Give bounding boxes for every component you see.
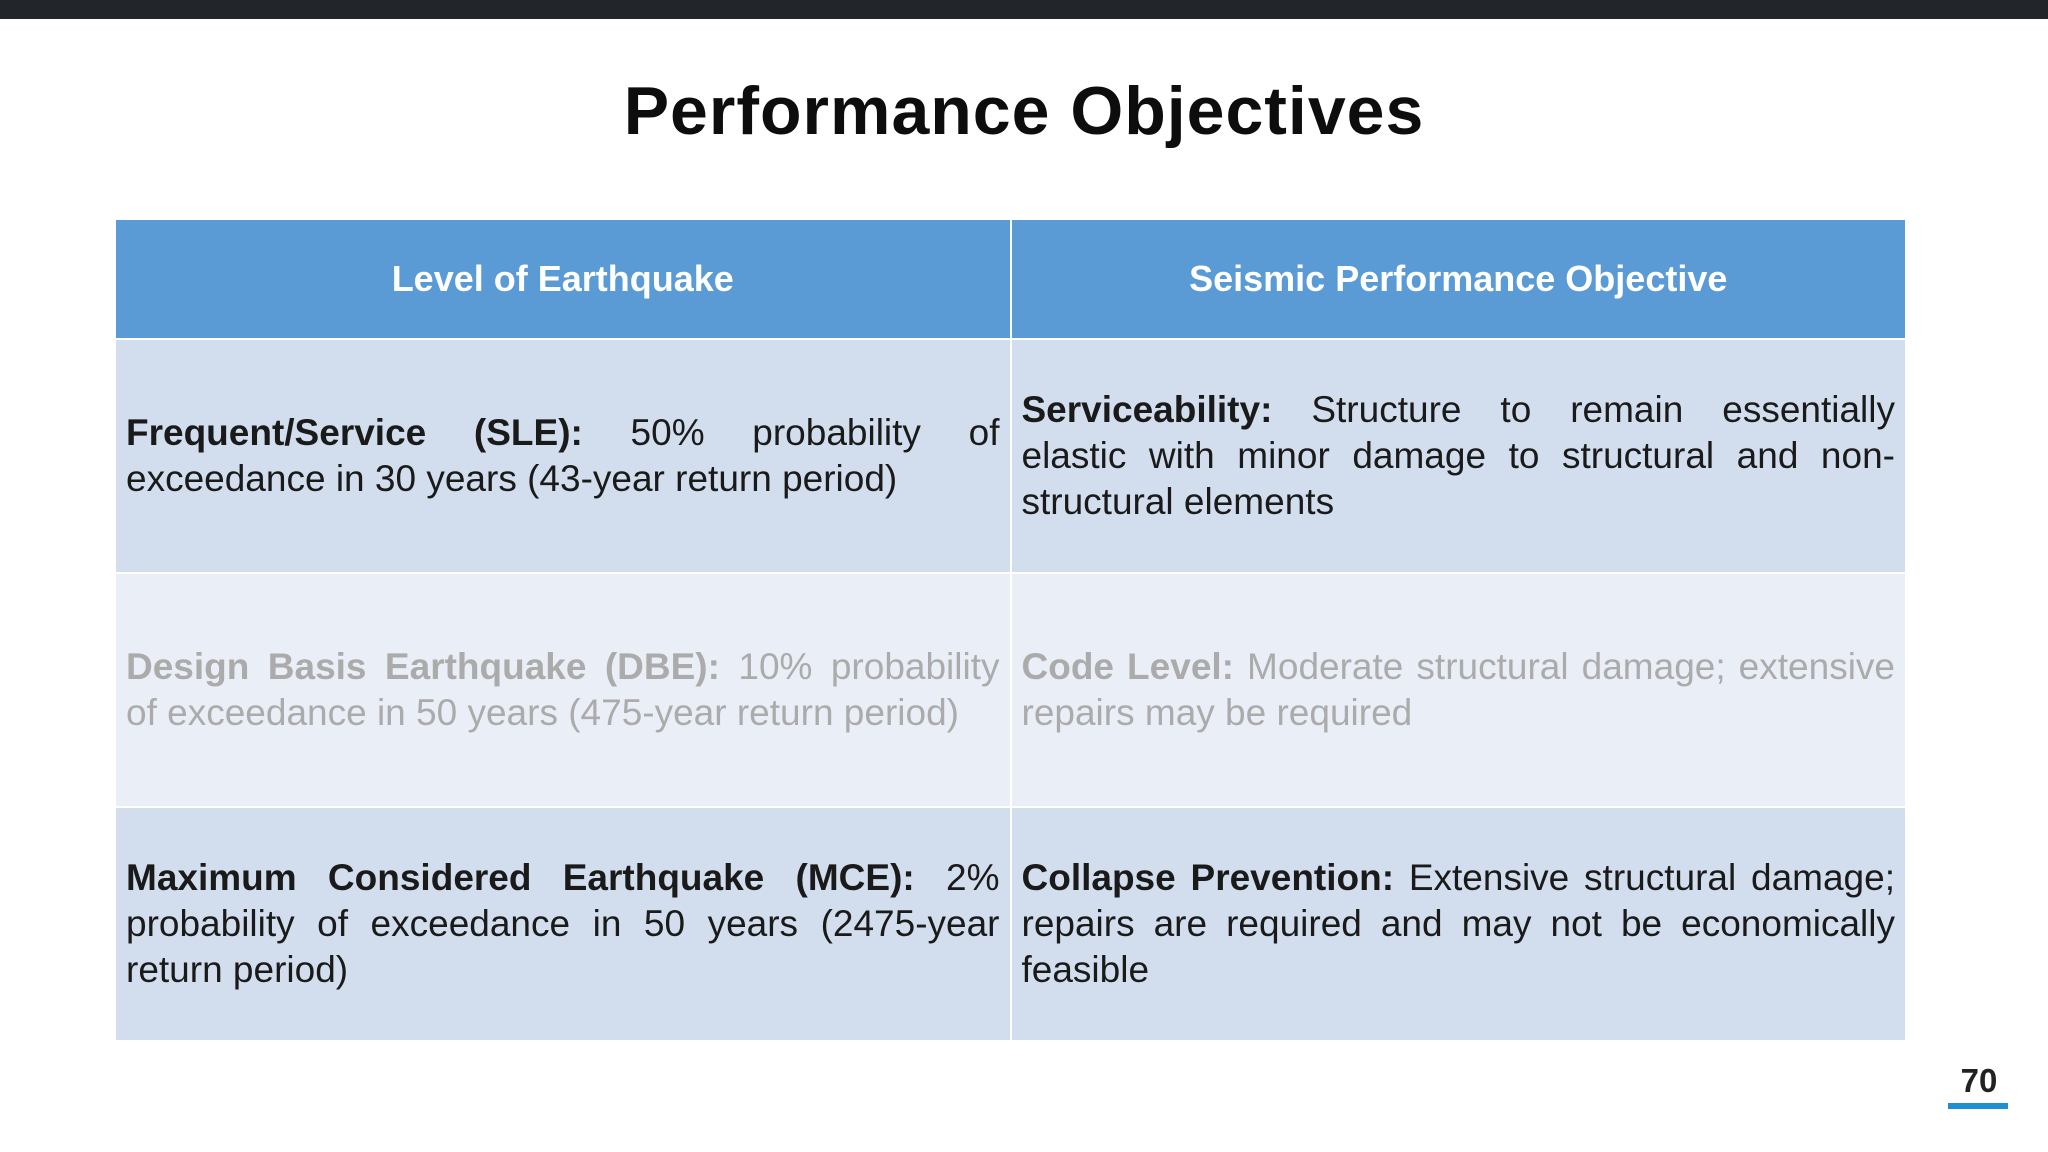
top-bar (0, 0, 2048, 19)
table-row (115, 807, 1906, 1041)
header-seismic-performance-objective: Seismic Performance Objective (1011, 219, 1907, 339)
performance-objective-term: Code Level: (1021, 646, 1234, 687)
page-number-underline (1948, 1103, 2008, 1109)
table-row (115, 339, 1906, 573)
earthquake-level-description: 2% probability of exceedance in 50 years (2475-year return period) (126, 857, 1000, 990)
earthquake-level-description: 10% probability of exceedance in 50 years (475-year return period) (126, 646, 1000, 733)
performance-objective-cell (1011, 339, 1907, 573)
performance-objective-description: Structure to remain essentially elastic with minor damage to structural and non-structural elements (1021, 389, 1895, 522)
earthquake-level-cell (115, 807, 1011, 1041)
performance-objective-cell (1011, 807, 1907, 1041)
earthquake-level-description: 50% probability of exceedance in 30 years (43-year return period) (126, 412, 1000, 499)
page-number: 70 (1960, 1062, 1998, 1099)
performance-objective-description: Moderate structural damage; extensive repairs may be required (1021, 646, 1895, 733)
earthquake-level-cell (115, 339, 1011, 573)
earthquake-level-cell (115, 573, 1011, 807)
performance-objective-term: Collapse Prevention: (1021, 857, 1395, 898)
slide-title: Performance Objectives (623, 73, 1425, 149)
performance-objective-description: Extensive structural damage; repairs are required and may not be economically feasible (1021, 857, 1895, 990)
earthquake-level-term: Frequent/Service (SLE): (126, 412, 583, 453)
table-header-row (115, 219, 1906, 339)
table-row (115, 573, 1906, 807)
performance-objective-cell (1011, 573, 1907, 807)
performance-objectives-table (114, 218, 1907, 1042)
earthquake-level-term: Design Basis Earthquake (DBE): (126, 646, 720, 687)
performance-objective-term: Serviceability: (1021, 389, 1273, 430)
header-level-of-earthquake: Level of Earthquake (115, 219, 1011, 339)
earthquake-level-term: Maximum Considered Earthquake (MCE): (126, 857, 915, 898)
